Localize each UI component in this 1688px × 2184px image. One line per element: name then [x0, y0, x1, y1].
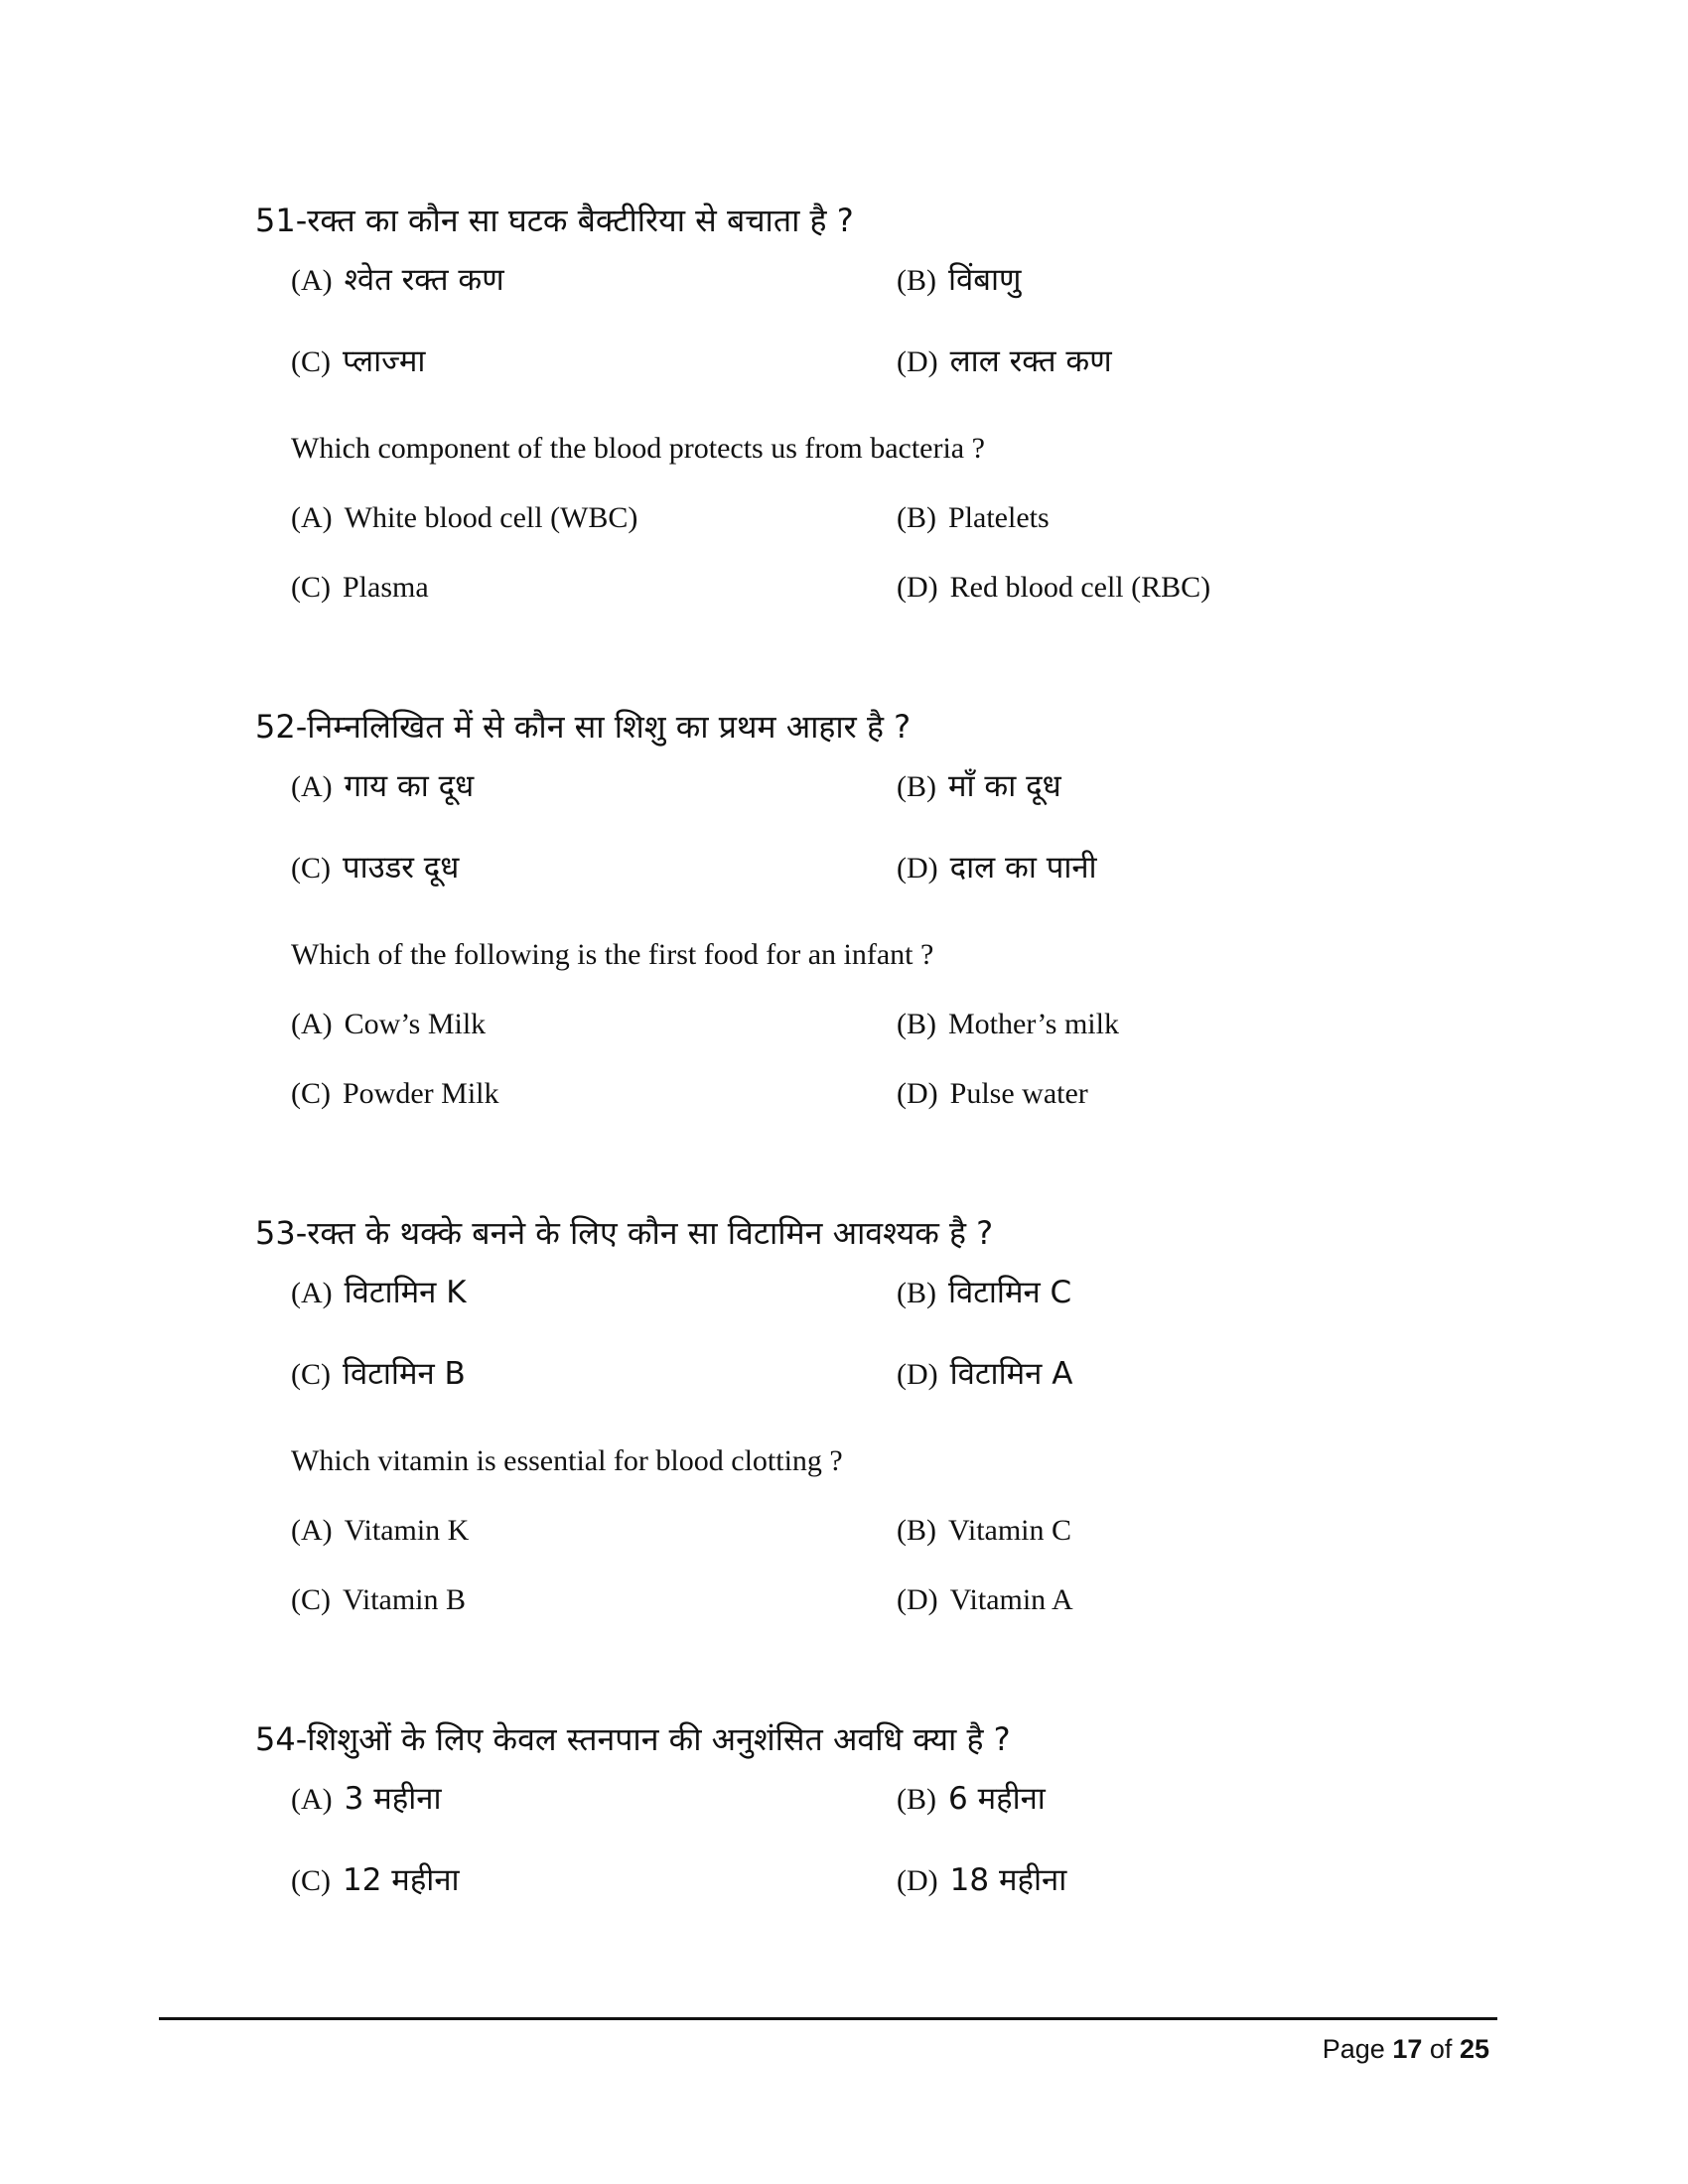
question-english-text: Which component of the blood protects us from bacteria ?: [291, 432, 985, 465]
hindi-options: [291, 1779, 1546, 1942]
option-text: Red blood cell (RBC): [949, 571, 1211, 604]
option-label: (B): [897, 1783, 936, 1816]
option-text: Powder Milk: [343, 1077, 499, 1110]
option-text: Vitamin A: [949, 1583, 1073, 1616]
hindi-option-a: [291, 260, 504, 301]
option-label: (C): [291, 345, 331, 378]
page-number: [1323, 2029, 1489, 2069]
option-label: (D): [897, 1077, 938, 1110]
hindi-options: [291, 260, 1546, 423]
hindi-option-a: [291, 1779, 442, 1820]
hindi-option-b: [897, 766, 1061, 807]
total-pages: 25: [1459, 2034, 1489, 2064]
option-text: 18 महीना: [949, 1862, 1067, 1898]
english-option-d: [897, 1580, 1073, 1620]
option-text: विटामिन C: [948, 1275, 1072, 1310]
option-label: (D): [897, 1864, 938, 1897]
option-label: (C): [291, 571, 331, 604]
option-text: श्वेत रक्त कण: [344, 262, 504, 298]
hindi-options: [291, 1273, 1546, 1435]
option-label: (D): [897, 1358, 938, 1391]
option-label: (C): [291, 852, 331, 885]
option-text: Cow’s Milk: [344, 1008, 487, 1040]
of-word: of: [1429, 2034, 1453, 2064]
question-51: [255, 201, 1546, 608]
hindi-option-b: [897, 1779, 1046, 1820]
option-text: प्लाज्मा: [343, 343, 426, 379]
option-text: Pulse water: [949, 1077, 1088, 1110]
option-label: (A): [291, 1514, 333, 1547]
option-text: Vitamin C: [948, 1514, 1072, 1547]
option-label: (C): [291, 1077, 331, 1110]
option-label: (B): [897, 770, 936, 803]
option-label: (A): [291, 1783, 333, 1816]
english-option-a: [291, 498, 637, 538]
english-options: [291, 1511, 1546, 1620]
english-option-d: [897, 568, 1210, 608]
option-text: Platelets: [948, 501, 1050, 534]
hindi-option-b: [897, 1273, 1071, 1313]
question-english-text: Which vitamin is essential for blood clotting ?: [291, 1444, 843, 1477]
english-option-d: [897, 1074, 1088, 1114]
option-text: Vitamin K: [344, 1514, 470, 1547]
option-text: 3 महीना: [344, 1781, 442, 1817]
english-option-c: [291, 1580, 466, 1620]
question-hindi-text: 54-शिशुओं के लिए केवल स्तनपान की अनुशंसित अवधि क्या है ?: [255, 1720, 1011, 1758]
option-label: (C): [291, 1583, 331, 1616]
english-option-b: [897, 498, 1050, 538]
english-option-c: [291, 568, 429, 608]
question-english-text: Which of the following is the first food for an infant ?: [291, 938, 934, 971]
question-54: [255, 1719, 1546, 1942]
option-label: (D): [897, 345, 938, 378]
option-label: (D): [897, 852, 938, 885]
option-text: विटामिन A: [949, 1356, 1073, 1392]
option-text: 12 महीना: [343, 1862, 460, 1898]
english-option-b: [897, 1511, 1071, 1551]
option-text: दाल का पानी: [949, 850, 1097, 886]
option-label: (B): [897, 264, 936, 297]
option-label: (B): [897, 1008, 936, 1040]
option-label: (B): [897, 1514, 936, 1547]
option-text: लाल रक्त कण: [949, 343, 1112, 379]
option-text: पाउडर दूध: [343, 850, 460, 886]
english-option-a: [291, 1511, 469, 1551]
option-text: विटामिन B: [343, 1356, 466, 1392]
option-text: Plasma: [343, 571, 429, 604]
english-options: [291, 1005, 1546, 1114]
question-53: [255, 1213, 1546, 1620]
hindi-option-d: [897, 341, 1112, 382]
option-text: White blood cell (WBC): [344, 501, 638, 534]
english-option-b: [897, 1005, 1119, 1044]
hindi-option-d: [897, 1860, 1066, 1901]
hindi-option-c: [291, 848, 459, 888]
question-hindi-text: 53-रक्त के थक्के बनने के लिए कौन सा विटामिन आवश्यक है ?: [255, 1214, 994, 1252]
option-text: विटामिन K: [344, 1275, 467, 1310]
option-text: Vitamin B: [343, 1583, 467, 1616]
english-options: [291, 498, 1546, 608]
hindi-option-d: [897, 848, 1097, 888]
english-option-a: [291, 1005, 486, 1044]
option-label: (A): [291, 501, 333, 534]
question-hindi-text: 52-निम्नलिखित में से कौन सा शिशु का प्रथम आहार है ?: [255, 708, 912, 746]
hindi-option-c: [291, 341, 425, 382]
hindi-option-a: [291, 1273, 467, 1313]
hindi-option-c: [291, 1354, 466, 1395]
footer-divider: [159, 2017, 1497, 2020]
option-label: (C): [291, 1358, 331, 1391]
option-label: (B): [897, 1277, 936, 1309]
hindi-option-c: [291, 1860, 460, 1901]
option-label: (A): [291, 264, 333, 297]
option-label: (A): [291, 770, 333, 803]
current-page: 17: [1392, 2034, 1423, 2064]
hindi-option-a: [291, 766, 474, 807]
option-text: गाय का दूध: [344, 768, 475, 804]
hindi-option-d: [897, 1354, 1072, 1395]
option-label: (D): [897, 571, 938, 604]
question-52: [255, 707, 1546, 1114]
option-text: Mother’s milk: [948, 1008, 1119, 1040]
option-label: (A): [291, 1277, 333, 1309]
option-label: (B): [897, 501, 936, 534]
hindi-option-b: [897, 260, 1021, 301]
page-word: Page: [1322, 2034, 1385, 2064]
option-label: (D): [897, 1583, 938, 1616]
option-label: (A): [291, 1008, 333, 1040]
question-hindi-text: 51-रक्त का कौन सा घटक बैक्टीरिया से बचाता है ?: [255, 202, 854, 239]
english-option-c: [291, 1074, 499, 1114]
option-text: 6 महीना: [948, 1781, 1046, 1817]
hindi-options: [291, 766, 1546, 929]
option-text: माँ का दूध: [948, 768, 1061, 804]
option-text: विंबाणु: [948, 262, 1022, 298]
option-label: (C): [291, 1864, 331, 1897]
